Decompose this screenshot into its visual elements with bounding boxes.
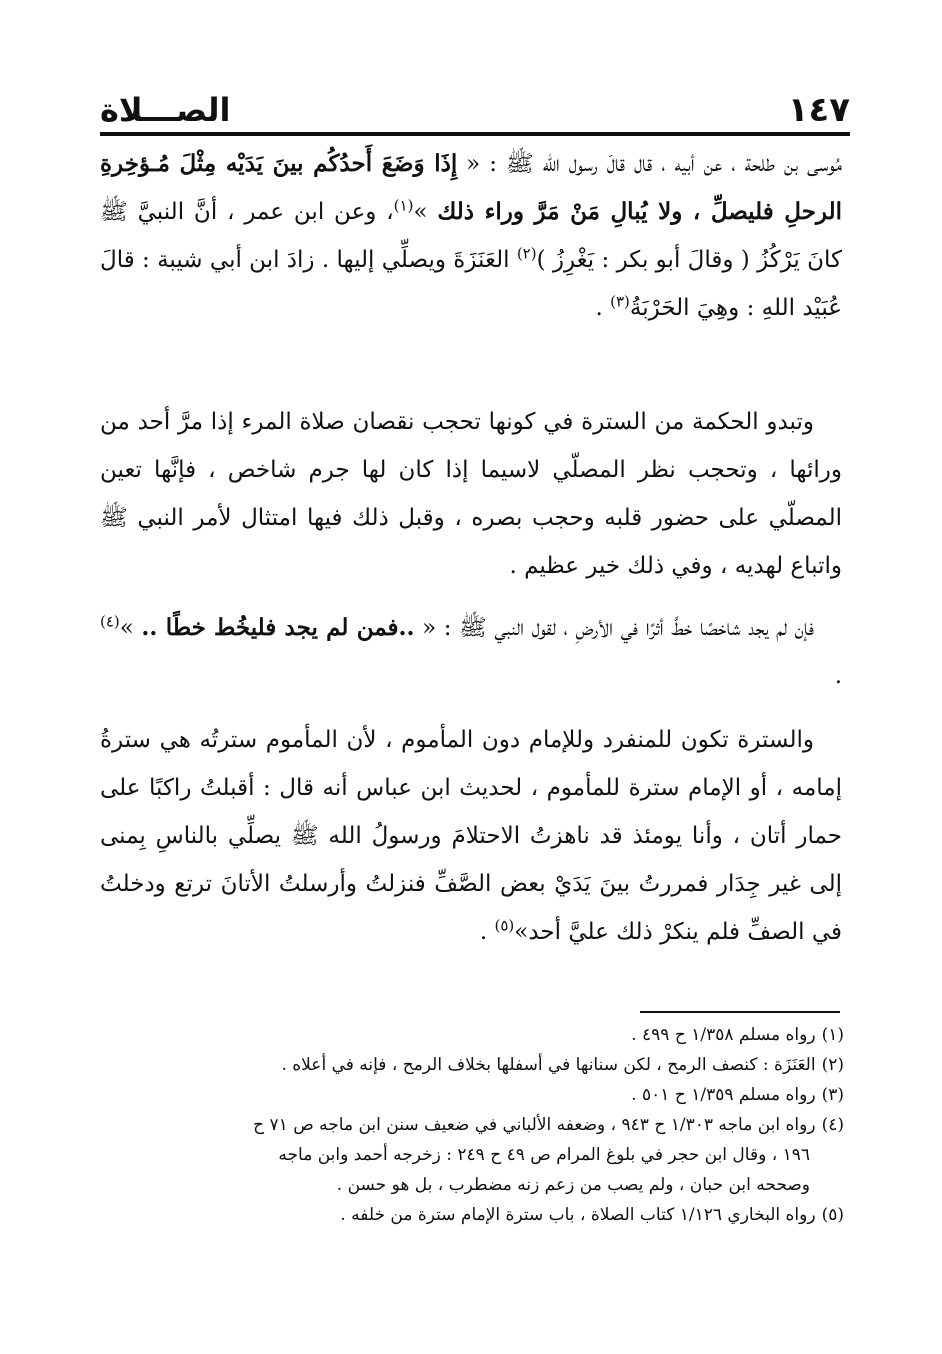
- footnote-number: (١): [821, 1025, 844, 1045]
- paragraph-1: [100, 140, 842, 390]
- footnote-text: رواه مسلم ١/٣٥٩ ح ٥٠١ .: [631, 1085, 816, 1105]
- footnote-continuation: [100, 1140, 844, 1170]
- header-divider: [100, 132, 850, 136]
- page-header: [100, 80, 850, 130]
- paragraph-text: وتبدو الحكمة من السترة في كونها تحجب نقصان صلاة المرء إذا مرَّ أحد من ورائها ، وتحجب نظر المصلّي لاسيما إذا كان لها جرم شاخص ، فإنَّها تعين المصلّي على حضور قلبه وحجب بصره ، وقبل ذلك فيها امتثال لأمر النبي ﷺ واتباع لهديه ، وفي ذلك خير عظيم .: [100, 409, 843, 579]
- paragraph-text: فإن لم يجد شاخصًا خطَّ أثرًا في الأرضِ ، لقول النبي ﷺ : «: [414, 615, 815, 641]
- footnote-number: (٤): [821, 1115, 844, 1135]
- footnote-ref[interactable]: (٢): [516, 244, 537, 263]
- page-number: ١٤٧: [787, 90, 850, 130]
- footnote-item: [100, 1200, 844, 1230]
- footnote-ref[interactable]: (١): [393, 196, 414, 215]
- paragraph-3: [100, 604, 842, 704]
- footnote-text: وصححه ابن حبان ، ولم يصب من زعم زنه مضطرب ، بل هو حسن .: [336, 1175, 810, 1195]
- footnote-text: رواه مسلم ١/٣٥٨ ح ٤٩٩ .: [631, 1025, 816, 1045]
- paragraph-2: [100, 398, 842, 598]
- paragraph-text: والسترة تكون للمنفرد وللإمام دون المأموم ، لأن المأموم سترتُه هي سترةُ إمامه ، أو الإمام سترة للمأموم ، لحديث ابن عباس أنه قال : أقبلتُ راكبًا على حمار أتان ، وأنا يومئذ قد ناهزتُ الاحتلامَ ورسولُ الله ﷺ يصلِّي بالناسِ بِمنى إلى غير جِدَار فمررتُ بينَ يَدَيْ بعض الصَّفِّ فنزلتُ وأرسلتُ الأتانَ ترتع ودخلتُ في الصفِّ فلم ينكرْ ذلك عليَّ أحد»: [100, 727, 842, 945]
- paragraph-text: ، وعن ابن عمر ، أنَّ النبيَّ ﷺ كانَ يَرْكُزُ ( وقالَ أبو بكر : يَغْرِزُ ): [100, 199, 842, 273]
- paragraph-text: »: [119, 615, 142, 641]
- footnote-number: (٢): [821, 1055, 844, 1075]
- hadith-text: إِذَا وَضَعَ أَحدُكُم بينَ يَدَيْه مِثْلَ مُـؤخِرةِ الرحلِ فليصلِّ ، ولا يُبالِ مَنْ مَرَّ وراء ذلك: [100, 150, 843, 225]
- paragraph-text: .: [595, 295, 611, 321]
- footnote-ref[interactable]: (٥): [494, 916, 515, 935]
- footnote-item: [100, 1050, 844, 1080]
- footnotes: [100, 1020, 844, 1230]
- footnote-number: (٣): [821, 1085, 844, 1105]
- footnote-item: [100, 1110, 844, 1140]
- footnote-item: [100, 1020, 844, 1050]
- footnote-number: (٥): [821, 1205, 844, 1225]
- hadith-text: ..فمن لم يجد فليخُط خطًا ..: [141, 614, 415, 641]
- footnote-text: رواه البخاري ١/١٢٦ كتاب الصلاة ، باب سترة الإمام سترة من خلفه .: [340, 1205, 816, 1225]
- paragraph-text: .: [479, 919, 495, 945]
- footnote-ref[interactable]: (٤): [100, 612, 120, 631]
- footnote-text: ١٩٦ ، وقال ابن حجر في بلوغ المرام ص ٤٩ ح ٢٤٩ : زخرجه أحمد وابن ماجه: [278, 1145, 810, 1165]
- footnote-item: [100, 1080, 844, 1110]
- paragraph-text: مُوسى بن طلحة ، عن أبيه ، قال قالَ رسول الله ﷺ : «: [457, 151, 842, 177]
- paragraph-4: [100, 716, 842, 1006]
- footnote-continuation: [100, 1170, 844, 1200]
- footnote-divider: [640, 1011, 840, 1013]
- footnote-text: رواه ابن ماجه ١/٣٠٣ ح ٩٤٣ ، وضعفه الألباني في ضعيف سنن ابن ماجه ص ٧١ ح: [253, 1115, 816, 1135]
- footnote-text: العَنَزَة : كنصف الرمح ، لكن سنانها في أسفلها بخلاف الرمح ، فإنه في أعلاه .: [281, 1055, 816, 1075]
- paragraph-text: .: [834, 663, 842, 689]
- paragraph-text: »: [413, 199, 438, 225]
- footnote-ref[interactable]: (٣): [610, 292, 630, 311]
- section-title: الصـــلاة: [100, 91, 231, 129]
- paragraph-text: العَنَزَةَ ويصلِّي إليها . زادَ ابن أبي شيبة : قالَ عُبَيْد اللهِ : وهِيَ الحَرْبَةُ: [100, 247, 842, 321]
